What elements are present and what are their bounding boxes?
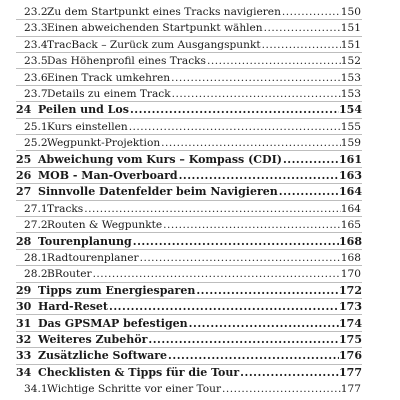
toc-dot-leader (132, 235, 339, 248)
toc-dot-leader (206, 55, 341, 67)
toc-entry-title: Tourenplanung (38, 234, 132, 248)
toc-entry-number: 23.6 (24, 71, 48, 84)
toc-entry-23-7[interactable] (24, 86, 361, 100)
toc-entry-page: 153 (340, 88, 361, 100)
toc-entry-page: 177 (339, 365, 362, 379)
toc-entry-number: 32 (16, 333, 32, 346)
toc-entry-number: 27 (16, 185, 32, 199)
toc-entry-number: 23.5 (24, 55, 48, 68)
toc-entry-number: 28 (16, 234, 32, 248)
toc-entry-number: 24 (16, 103, 32, 117)
toc-entry-title: Checklisten & Tipps für die Tour (38, 365, 240, 379)
toc-entry-page: 172 (339, 283, 362, 297)
toc-entry-34-1[interactable] (24, 381, 361, 395)
toc-entry-title: Das Höhenprofil eines Tracks (47, 55, 206, 68)
toc-entry-page: 176 (339, 349, 362, 363)
toc-entry-number: 26 (16, 169, 32, 182)
toc-entry-23-3[interactable] (24, 20, 361, 34)
toc-entry-page: 174 (339, 316, 362, 330)
toc-dot-leader (139, 252, 341, 264)
toc-entry-number: 34 (16, 365, 32, 379)
toc-entry-title: BRouter (47, 268, 92, 281)
toc-entry-page: 173 (339, 300, 362, 314)
toc-entry-number: 25 (16, 152, 32, 166)
toc-entry-number: 25.1 (24, 120, 48, 133)
toc-entry-page: 154 (339, 103, 362, 117)
toc-entry-title: Peilen und Los (38, 103, 129, 117)
toc-dot-leader (239, 366, 339, 379)
toc-chapter-31[interactable] (16, 316, 362, 330)
toc-entry-number: 33 (16, 349, 32, 363)
toc-entry-page: 153 (340, 71, 361, 84)
toc-dot-leader (263, 22, 341, 34)
toc-chapter-25[interactable] (16, 152, 362, 166)
toc-dot-leader (171, 88, 341, 100)
toc-entry-number: 30 (16, 300, 32, 314)
toc-entry-page: 170 (340, 268, 361, 281)
toc-entry-number: 34.1 (24, 383, 48, 396)
toc-entry-page: 150 (340, 6, 361, 18)
toc-entry-title: Zusätzliche Software (38, 349, 168, 363)
toc-entry-number: 23.4 (24, 38, 48, 51)
toc-entry-title: Sinnvolle Datenfelder beim Navigieren (38, 185, 278, 199)
toc-dot-leader (178, 169, 339, 182)
toc-entry-page: 151 (340, 22, 361, 35)
toc-chapter-26[interactable] (16, 168, 362, 182)
toc-entry-title: Zu dem Startpunkt eines Tracks navigieren (47, 6, 281, 18)
toc-entry-title: Routen & Wegpunkte (47, 219, 163, 232)
toc-entry-title: Weiteres Zubehör (38, 333, 148, 346)
toc-entry-page: 159 (340, 137, 361, 150)
toc-entry-number: 23.3 (24, 22, 48, 35)
toc-entry-number: 31 (16, 316, 32, 330)
toc-entry-page: 152 (340, 55, 361, 68)
toc-dot-leader (188, 317, 339, 330)
toc-entry-page: 168 (340, 252, 361, 264)
toc-dot-leader (281, 6, 341, 18)
toc-chapter-33[interactable] (16, 348, 362, 362)
toc-entry-number: 28.1 (24, 252, 48, 264)
toc-entry-27-2[interactable] (24, 217, 361, 231)
toc-dot-leader (278, 185, 339, 198)
toc-entry-number: 25.2 (24, 137, 48, 150)
toc-entry-page: 161 (339, 152, 362, 166)
toc-entry-title: Wegpunkt-Projektion (47, 137, 161, 150)
toc-entry-title: MOB - Man-Overboard (38, 169, 178, 182)
toc-entry-page: 165 (340, 219, 361, 232)
toc-entry-28-2[interactable] (24, 266, 361, 280)
toc-entry-25-1[interactable] (24, 119, 361, 133)
toc-entry-25-2[interactable] (24, 135, 361, 149)
toc-entry-number: 27.2 (24, 219, 48, 232)
toc-entry-23-2[interactable] (24, 4, 361, 18)
toc-entry-page: 151 (340, 38, 361, 51)
toc-entry-page: 155 (340, 120, 361, 133)
toc-entry-page: 177 (340, 383, 361, 396)
toc-chapter-32[interactable] (16, 332, 362, 346)
toc-dot-leader (160, 137, 341, 149)
toc-chapter-27[interactable] (16, 184, 362, 198)
toc-entry-title: Hard-Reset (38, 300, 108, 314)
toc-entry-23-4[interactable] (24, 37, 361, 51)
toc-entry-page: 164 (340, 202, 361, 215)
toc-entry-title: Einen abweichenden Startpunkt wählen (47, 22, 263, 35)
toc-entry-page: 163 (339, 169, 362, 182)
toc-entry-title: Tracks (47, 202, 84, 215)
toc-dot-leader (282, 153, 339, 166)
toc-chapter-28[interactable] (16, 234, 362, 248)
toc-dot-leader (147, 333, 339, 346)
toc-dot-leader (167, 349, 339, 362)
toc-dot-leader (261, 39, 341, 51)
toc-dot-leader (221, 383, 341, 395)
toc-chapter-29[interactable] (16, 283, 362, 297)
toc-entry-page: 164 (339, 185, 362, 199)
toc-entry-title: Details zu einem Track (47, 88, 171, 100)
toc-chapter-34[interactable] (16, 365, 362, 379)
toc-chapter-24[interactable] (16, 102, 362, 116)
toc-dot-leader (83, 203, 341, 215)
toc-entry-28-1[interactable] (24, 250, 361, 264)
toc-entry-title: Tipps zum Energiesparen (38, 283, 196, 297)
toc-dot-leader (128, 121, 341, 133)
toc-entry-number: 28.2 (24, 268, 48, 281)
toc-dot-leader (170, 72, 341, 84)
toc-dot-leader (92, 268, 341, 280)
toc-dot-leader (108, 300, 339, 313)
toc-entry-page: 168 (339, 234, 362, 248)
toc-entry-title: Wichtige Schritte vor einer Tour (47, 383, 222, 396)
toc-entry-23-6[interactable] (24, 70, 361, 84)
toc-entry-title: Kurs einstellen (47, 120, 128, 133)
toc-dot-leader (129, 103, 339, 116)
toc-entry-number: 27.1 (24, 202, 48, 215)
toc-entry-title: Einen Track umkehren (47, 71, 171, 84)
toc-entry-title: Radtourenplaner (47, 252, 139, 264)
toc-dot-leader (195, 284, 339, 297)
toc-entry-number: 23.2 (24, 6, 48, 18)
toc-entry-number: 23.7 (24, 88, 48, 100)
toc-entry-title: TracBack – Zurück zum Ausgangspunkt (47, 38, 261, 51)
toc-entry-27-1[interactable] (24, 201, 361, 215)
toc-entry-23-5[interactable] (24, 53, 361, 67)
toc-entry-number: 29 (16, 283, 32, 297)
toc-entry-title: Abweichung vom Kurs – Kompass (CDI) (38, 152, 282, 166)
toc-dot-leader (162, 219, 341, 231)
toc-chapter-30[interactable] (16, 299, 362, 313)
toc-entry-title: Das GPSMAP befestigen (38, 316, 188, 330)
toc-entry-page: 175 (339, 333, 362, 346)
